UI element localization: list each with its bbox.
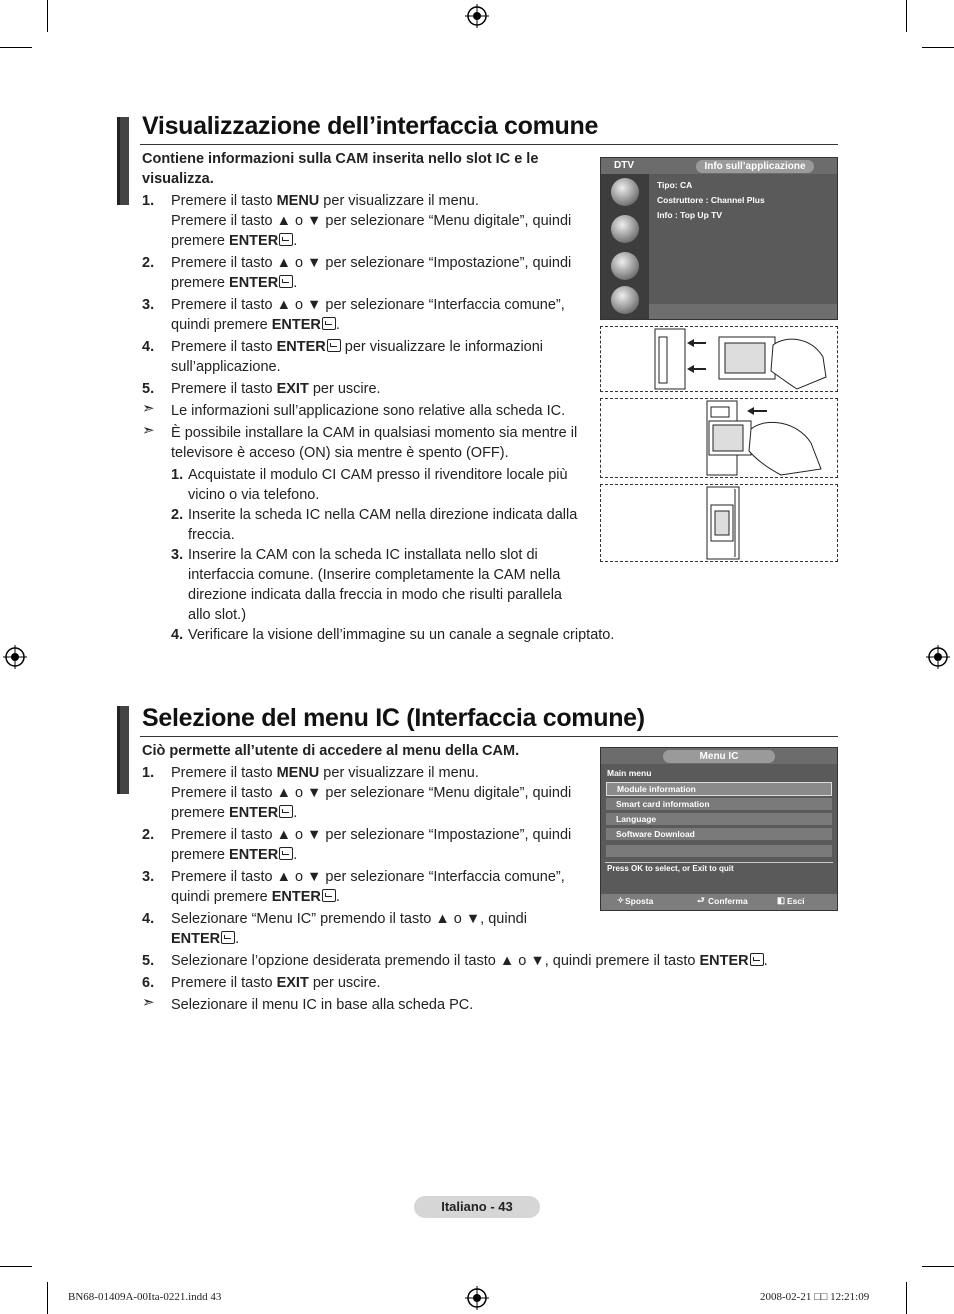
- section-rule: [140, 736, 838, 737]
- osd-side-menu: [601, 174, 649, 319]
- crop-mark: [47, 0, 48, 32]
- step-item: 3. Premere il tasto ▲ o ▼ per selezionare “Interfaccia comune”, quindi premere ENTER .: [142, 869, 565, 905]
- registration-mark-icon: [926, 645, 950, 669]
- card-insert-drawing: [601, 399, 837, 477]
- registration-mark-icon: [3, 645, 27, 669]
- cam-insert-drawing: [601, 327, 837, 391]
- section-title: Selezione del menu IC (Interfaccia comune): [142, 704, 645, 732]
- osd-menu-item[interactable]: Language: [606, 813, 832, 825]
- section-intro: Contiene informazioni sulla CAM inserita nello slot IC e le visualizza.: [142, 151, 539, 187]
- step-item: 5. Selezionare l’opzione desiderata premendo il tasto ▲ o ▼, quindi premere il tasto ENTER .: [142, 953, 768, 969]
- setup-icon: [611, 252, 639, 280]
- crop-mark: [906, 1282, 907, 1314]
- step-item: 1. Premere il tasto MENU per visualizzare il menu. Premere il tasto ▲ o ▼ per selezionare “Menu digitale”, quindi premere ENTER .: [142, 193, 572, 249]
- substep-item: 3. Inserire la CAM con la scheda IC installata nello slot di interfaccia comune. (Inserire completamente la CAM nella direzione indicata dalla freccia in modo che risulti parallela allo slot.): [171, 547, 562, 623]
- substep-item: 4. Verificare la visione dell’immagine su un canale a segnale criptato.: [171, 627, 615, 643]
- enter-icon: [322, 889, 336, 902]
- step-item: 1. Premere il tasto MENU per visualizzare il menu. Premere il tasto ▲ o ▼ per selezionare “Menu digitale”, quindi premere ENTER .: [142, 765, 572, 821]
- enter-small-icon: ⮐: [697, 895, 705, 905]
- crop-mark: [47, 1282, 48, 1314]
- print-slug-right: 2008-02-21 □□ 12:21:09: [760, 1291, 870, 1303]
- enter-icon: [279, 233, 293, 246]
- osd-title: Menu IC: [663, 750, 775, 763]
- sound-icon: [611, 215, 639, 243]
- osd-menu-ic-screen: [600, 747, 838, 911]
- step-item: 2. Premere il tasto ▲ o ▼ per selezionare “Impostazione”, quindi premere ENTER .: [142, 827, 572, 863]
- osd-info-line: Info : Top Up TV: [657, 210, 722, 220]
- substep-item: 1. Acquistate il modulo CI CAM presso il rivenditore locale più vicino o via telefono.: [171, 467, 568, 503]
- osd-title: Info sull’applicazione: [696, 160, 814, 173]
- cam-illustration-1: [600, 326, 838, 392]
- section-bar: [117, 117, 129, 205]
- steps-list: [142, 191, 615, 645]
- enter-icon: [279, 847, 293, 860]
- crop-mark: [922, 47, 954, 48]
- osd-divider: [605, 862, 833, 863]
- osd-menu-empty-row: [606, 845, 832, 857]
- enter-icon: [322, 317, 336, 330]
- section-title: Visualizzazione dell’interfaccia comune: [142, 112, 599, 140]
- substep-item: 2. Inserite la scheda IC nella CAM nella direzione indicata dalla freccia.: [171, 507, 578, 543]
- cam-illustration-2: [600, 398, 838, 478]
- osd-menu-item[interactable]: Smart card information: [606, 798, 832, 810]
- picture-icon: [611, 178, 639, 206]
- crop-mark: [0, 47, 32, 48]
- step-item: 4. Premere il tasto ENTER per visualizzare le informazioni sull’applicazione.: [142, 339, 544, 375]
- osd-info-line: Tipo: CA: [657, 180, 693, 190]
- cam-illustration-3: [600, 484, 838, 562]
- note-item: ➣ È possibile installare la CAM in qualsiasi momento sia mentre il televisore è acceso (ON) sia mentre è spento (OFF).: [142, 422, 578, 461]
- step-item: 2. Premere il tasto ▲ o ▼ per selezionare “Impostazione”, quindi premere ENTER .: [142, 255, 572, 291]
- step-item: 3. Premere il tasto ▲ o ▼ per selezionare “Interfaccia comune”, quindi premere ENTER .: [142, 297, 565, 333]
- osd-menu-heading: Main menu: [607, 768, 652, 778]
- osd-app-info-screen: [600, 157, 838, 320]
- page-number-label: Italiano - 43: [414, 1196, 540, 1218]
- crop-mark: [906, 0, 907, 32]
- osd-menu-item-selected[interactable]: Module information: [606, 782, 832, 796]
- step-item: 6. Premere il tasto EXIT per uscire.: [142, 975, 381, 991]
- enter-icon: [279, 275, 293, 288]
- note-arrow-icon: ➣: [142, 422, 155, 439]
- input-icon: [611, 286, 639, 314]
- enter-icon: [279, 805, 293, 818]
- crop-mark: [922, 1266, 954, 1267]
- cam-inserted-drawing: [601, 485, 837, 561]
- osd-bottombar: [649, 304, 837, 319]
- note-item: ➣ Selezionare il menu IC in base alla scheda PC.: [142, 994, 474, 1013]
- step-item: 5. Premere il tasto EXIT per uscire.: [142, 381, 381, 397]
- osd-tab-dtv: DTV: [614, 160, 634, 171]
- print-slug-left: BN68-01409A-00Ita-0221.indd 43: [68, 1291, 222, 1303]
- registration-mark-icon: [465, 1286, 489, 1310]
- osd-hint: Press OK to select, or Exit to quit: [607, 864, 734, 873]
- section-intro: Ciò permette all’utente di accedere al menu della CAM.: [142, 743, 520, 759]
- enter-icon: [327, 339, 341, 352]
- note-arrow-icon: ➣: [142, 994, 155, 1011]
- osd-info-line: Costruttore : Channel Plus: [657, 195, 765, 205]
- enter-icon: [221, 931, 235, 944]
- osd-menu-item[interactable]: Software Download: [606, 828, 832, 840]
- section-bar: [117, 706, 129, 794]
- note-item: ➣ Le informazioni sull’applicazione sono relative alla scheda IC.: [142, 400, 566, 419]
- note-arrow-icon: ➣: [142, 400, 155, 417]
- section-rule: [140, 144, 838, 145]
- registration-mark-icon: [465, 4, 489, 28]
- step-item: 4. Selezionare “Menu IC” premendo il tasto ▲ o ▼, quindi ENTER .: [142, 911, 527, 947]
- exit-small-icon: ◧: [777, 895, 786, 905]
- crop-mark: [0, 1266, 32, 1267]
- osd-footer: ✧ Sposta ⮐ Conferma ◧ Esci: [601, 894, 837, 910]
- enter-icon: [750, 953, 764, 966]
- move-icon: ✧: [617, 895, 625, 905]
